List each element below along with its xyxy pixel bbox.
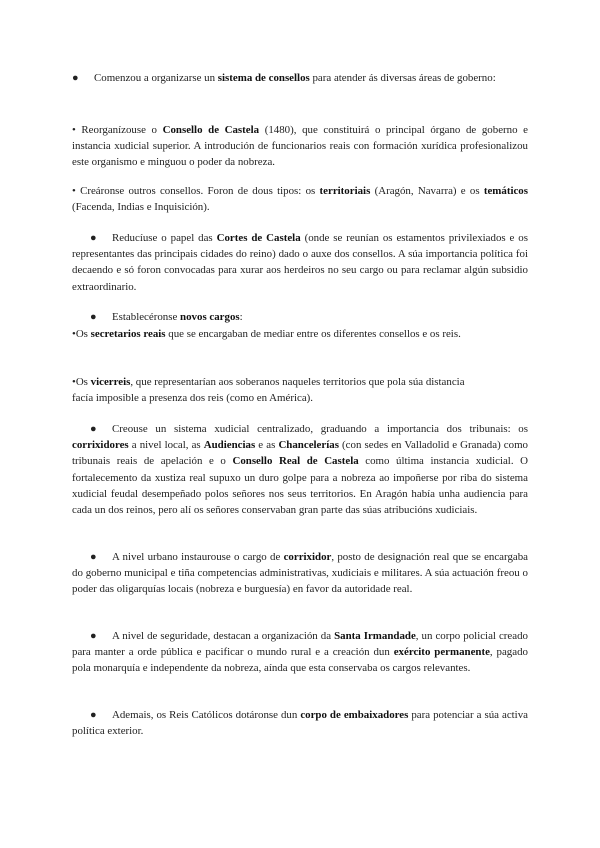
text-segment: para atender ás diversas áreas de goberno: [309, 72, 496, 84]
paragraph-sistema-xudicial [72, 421, 528, 518]
bold-term: Consello de Castela [162, 124, 260, 136]
bullet-icon: ● [90, 551, 97, 563]
paragraph-embaixadores [72, 707, 528, 739]
paragraph-seguridade [72, 628, 528, 677]
bold-term: exército permanente [393, 646, 490, 659]
bold-term: secretarios reais [90, 328, 166, 340]
text-segment: • Creáronse outros consellos. Foron de dous tipos: os [72, 185, 320, 197]
text-segment: Reducíuse o papel das [112, 232, 217, 244]
bullet-icon: ● [90, 311, 97, 323]
bullet-icon: ● [90, 232, 97, 244]
text-segment: para potenciar a súa activa política exterior. [72, 709, 528, 738]
bold-term: corrixidor [283, 551, 332, 563]
text-segment: , pagado pola monarquía e independente da nobreza, aínda que esta conservaba os cargos relevantes. [72, 646, 528, 675]
bold-term: Santa Irmandade [334, 630, 416, 642]
bold-term: Consello Real de Castela [232, 455, 359, 468]
text-segment: a nivel local, as [128, 439, 204, 452]
text-segment: Establecéronse [112, 311, 181, 323]
bold-term: Audiencias [203, 439, 256, 452]
text-segment: (Facenda, Indias e Inquisición). [72, 201, 210, 214]
paragraph-outros-consellos [72, 183, 528, 215]
bullet-icon: ● [90, 423, 97, 435]
bold-term: Cortes de Castela [216, 232, 301, 244]
text-segment: •Os [72, 328, 91, 340]
paragraph-cortes-castela [72, 230, 528, 295]
text-segment: Ademais, os Reis Católicos dotáronse dun [112, 709, 301, 721]
bullet-icon: ● [90, 709, 97, 721]
text-segment: •Os [72, 376, 91, 388]
text-segment: (1480), que constituirá o principal órgano de goberno e instancia xudicial superior. A introdución de funcionarios reais con formación xurídica profesionalizou este organismo e minguou o poder da nobreza. [72, 124, 528, 169]
paragraph-novos-cargos [72, 309, 528, 325]
text-segment: Comenzou a organizarse un [94, 72, 218, 84]
bold-term: Chancelerías [278, 439, 339, 452]
bullet-icon: ● [90, 630, 97, 642]
paragraph-consello-castela [72, 122, 528, 171]
bullet-icon: ● [72, 72, 79, 84]
bold-term: corpo de embaixadores [300, 709, 409, 721]
bold-term: territoriais [319, 185, 371, 197]
text-segment: que se encargaban de mediar entre os diferentes consellos e os reis. [165, 328, 461, 340]
paragraph-secretarios-reais [72, 326, 472, 342]
bold-term: corrixidores [72, 439, 129, 452]
text-segment: e as [255, 439, 279, 452]
text-segment: A nivel urbano instaurouse o cargo de [112, 551, 284, 563]
paragraph-sistema-consellos [72, 70, 528, 86]
text-segment: • Reorganízouse o [72, 124, 163, 136]
text-segment: como última instancia xudicial. O fortalecemento da xustiza real supuxo un duro golpe para a nobreza ao impoñerse por riba do sistema xudicial feudal desempeñado polos señores nos seus territorios. En Aragón había unha audiencia para cada un dos reinos, pero alí os señores conservaban gran parte das súas atribucións xudiciais. [72, 455, 528, 517]
bold-term: vicerreis [90, 376, 131, 388]
text-segment: , posto de designación real que se encargaba do goberno municipal e tiña competencias administrativas, xudiciais e militares. A súa actuación freou o poder das oligarquías locais (nobreza e burguesía) en favor da autoridade real. [72, 551, 529, 596]
text-segment: A nivel de seguridade, destacan a organización da [112, 630, 335, 642]
text-segment: , un corpo policial creado para manter a orde pública e pacificar o mundo rural e a creación dun [72, 630, 528, 659]
bold-term: sistema de consellos [217, 72, 310, 84]
paragraph-corrixidor [72, 549, 528, 598]
text-segment: (Aragón, Navarra) e os [370, 185, 484, 197]
paragraph-vicerreis [72, 374, 482, 406]
bold-term: novos cargos [180, 311, 240, 323]
text-segment: , que representarían aos soberanos naqueles territorios que pola súa distancia facía imposible a presenza dos reis (como en América). [72, 376, 465, 405]
text-segment: : [239, 311, 243, 323]
bold-term: temáticos [483, 185, 528, 197]
text-segment: Creouse un sistema xudicial centralizado, graduando a importancia dos tribunais: os [112, 423, 528, 435]
text-segment: (onde se reunían os estamentos privilexiados e os representantes das principais cidades do reino) dado o auxe dos consellos. A súa importancia política foi decaendo e só foron convocadas para xurar aos herdeiros no seu cargo ou para reclamar algún subsidio extraordinario. [72, 232, 528, 293]
text-segment: (con sedes en Valladolid e Granada) como tribunais reais de apelación e o [72, 439, 528, 468]
